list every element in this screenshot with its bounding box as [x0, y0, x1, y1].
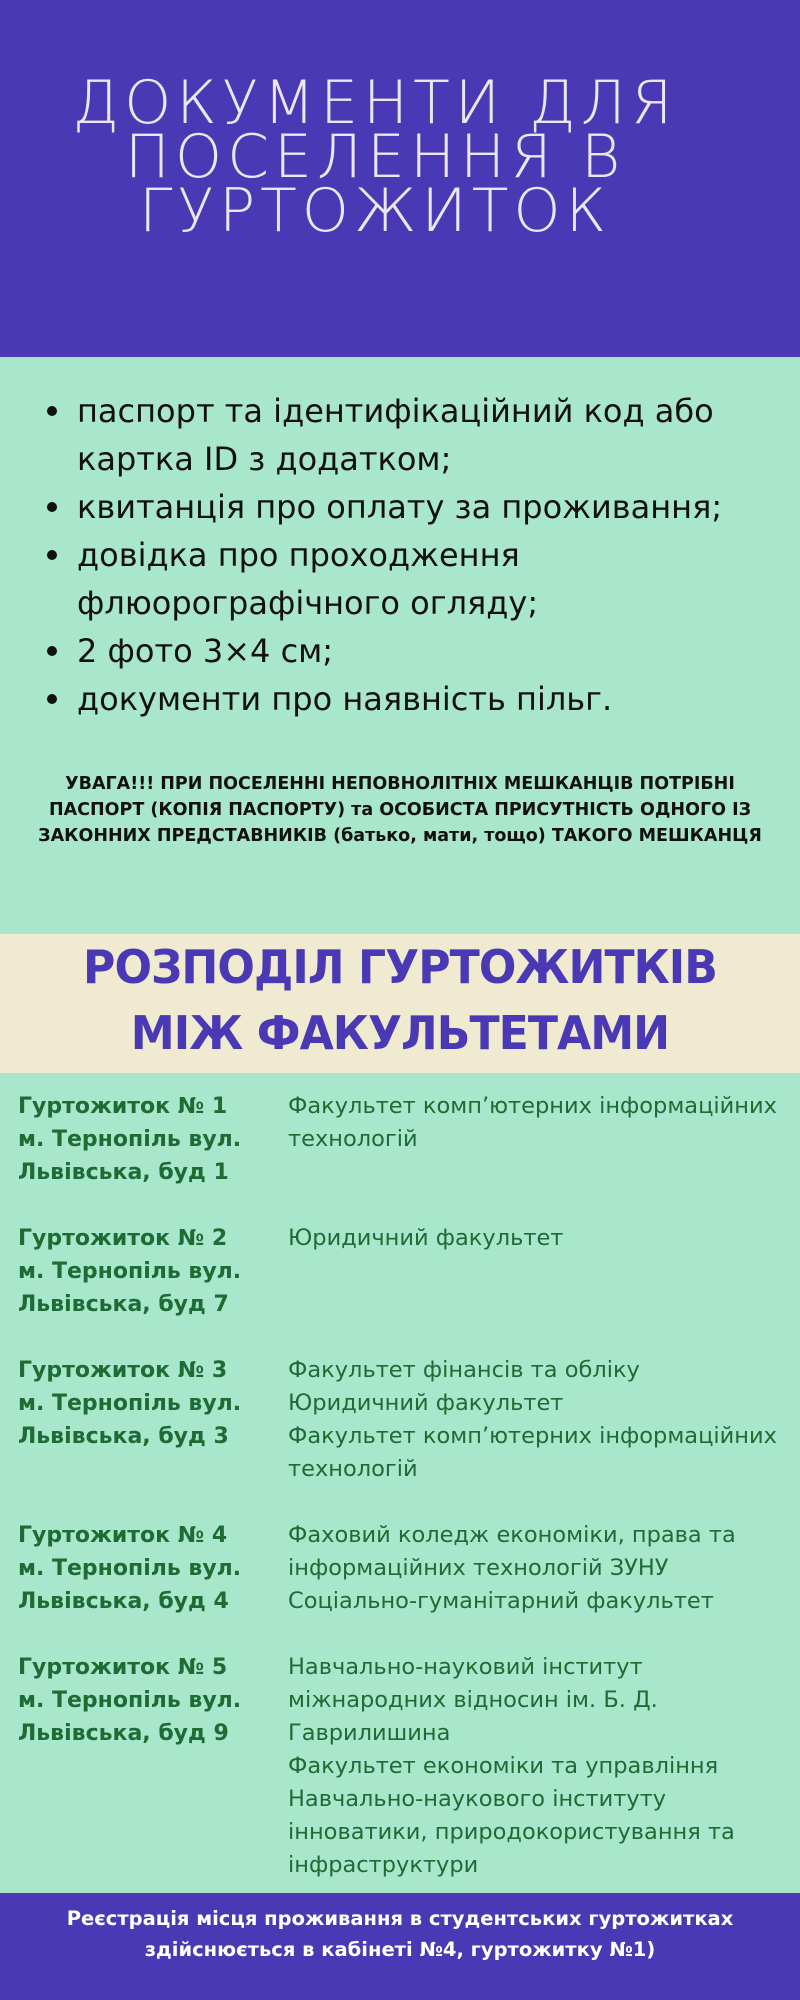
- minors-warning: УВАГА!!! ПРИ ПОСЕЛЕННІ НЕПОВНОЛІТНІХ МЕШКАНЦІВ ПОТРІБНІ ПАСПОРТ (КОПІЯ ПАСПОРТУ) та ОСОБИСТА ПРИСУТНІСТЬ ОДНОГО ІЗ ЗАКОННИХ ПРЕДСТАВНИКІВ (батько, мати, тощо) ТАКОГО МЕШКАНЦЯ: [38, 774, 762, 846]
- dorm-name: [18, 1354, 268, 1453]
- dorm-name-line: Гуртожиток № 1: [18, 1094, 228, 1119]
- dorm-address-line: Львівська, буд 7: [18, 1292, 229, 1317]
- dorm-address-line: м. Тернопіль вул.: [18, 1127, 242, 1152]
- dorm-name: [18, 1519, 268, 1618]
- document-item: паспорт та ідентифікаційний код або картка ID з додатком;: [42, 387, 782, 483]
- footer-banner: [0, 1893, 800, 2000]
- registration-note-line: Реєстрація місця проживання в студентських гуртожитках: [66, 1907, 734, 1930]
- faculty-name: Навчально-науковий інститут міжнародних відносин ім. Б. Д. Гаврилишина: [288, 1654, 658, 1746]
- dorm-address-line: Львівська, буд 4: [18, 1589, 229, 1614]
- page-title-line: ДОКУМЕНТИ ДЛЯ: [72, 68, 678, 138]
- page-title-line: ГУРТОЖИТОК: [138, 176, 612, 246]
- registration-note-line: здійснюється в кабінеті №4, гуртожитку №1): [144, 1938, 656, 1961]
- dorm-name: [18, 1090, 268, 1189]
- dorm-list: [0, 1073, 800, 1893]
- dorm-faculties: [288, 1651, 788, 1882]
- dorm-name-line: Гуртожиток № 2: [18, 1226, 228, 1251]
- dorm-faculties: [288, 1354, 788, 1486]
- dorm-address-line: м. Тернопіль вул.: [18, 1391, 242, 1416]
- dorm-address-line: Львівська, буд 3: [18, 1424, 229, 1449]
- dorm-name-line: Гуртожиток № 4: [18, 1523, 228, 1548]
- dorm-faculties: [288, 1090, 788, 1156]
- faculty-name: Факультет фінансів та обліку: [288, 1357, 640, 1383]
- dorm-address-line: м. Тернопіль вул.: [18, 1259, 242, 1284]
- dorm-address-line: м. Тернопіль вул.: [18, 1556, 242, 1581]
- header-banner: [0, 0, 800, 357]
- document-item: документи про наявність пільг.: [42, 675, 782, 723]
- page-title-line: ПОСЕЛЕННЯ В: [124, 122, 626, 192]
- faculty-name: Факультет економіки та управління Навчально-наукового інституту інноватики, природокористування та інфраструктури: [288, 1753, 735, 1878]
- faculty-name: Фаховий коледж економіки, права та інформаційних технологій ЗУНУ: [288, 1522, 736, 1581]
- registration-note: [40, 1903, 760, 1965]
- page-title: [40, 68, 710, 246]
- faculty-name: Юридичний факультет: [288, 1225, 564, 1251]
- dorm-address-line: Львівська, буд 1: [18, 1160, 229, 1185]
- dorm-address-line: Львівська, буд 9: [18, 1721, 229, 1746]
- dorm-name: [18, 1651, 268, 1750]
- distribution-title-line: МІЖ ФАКУЛЬТЕТАМИ: [130, 1006, 670, 1060]
- document-item: довідка про проходження флюорографічного огляду;: [42, 531, 782, 627]
- distribution-title: [16, 934, 784, 1066]
- faculty-name: Факультет комп’ютерних інформаційних технологій: [288, 1093, 777, 1152]
- distribution-heading-band: [0, 934, 800, 1073]
- documents-section: [0, 357, 800, 934]
- faculty-name: Юридичний факультет: [288, 1390, 564, 1416]
- dorm-name: [18, 1222, 268, 1321]
- faculty-name: Факультет комп’ютерних інформаційних технологій: [288, 1423, 777, 1482]
- dorm-name-line: Гуртожиток № 3: [18, 1358, 228, 1383]
- dorm-faculties: [288, 1222, 788, 1255]
- document-item: квитанція про оплату за проживання;: [42, 483, 782, 531]
- distribution-title-line: РОЗПОДІЛ ГУРТОЖИТКІВ: [83, 940, 717, 994]
- faculty-name: Соціально-гуманітарний факультет: [288, 1588, 714, 1614]
- dorm-name-line: Гуртожиток № 5: [18, 1655, 228, 1680]
- document-item: 2 фото 3×4 см;: [42, 627, 782, 675]
- dorm-faculties: [288, 1519, 788, 1618]
- dorm-address-line: м. Тернопіль вул.: [18, 1688, 242, 1713]
- documents-list: [42, 387, 782, 723]
